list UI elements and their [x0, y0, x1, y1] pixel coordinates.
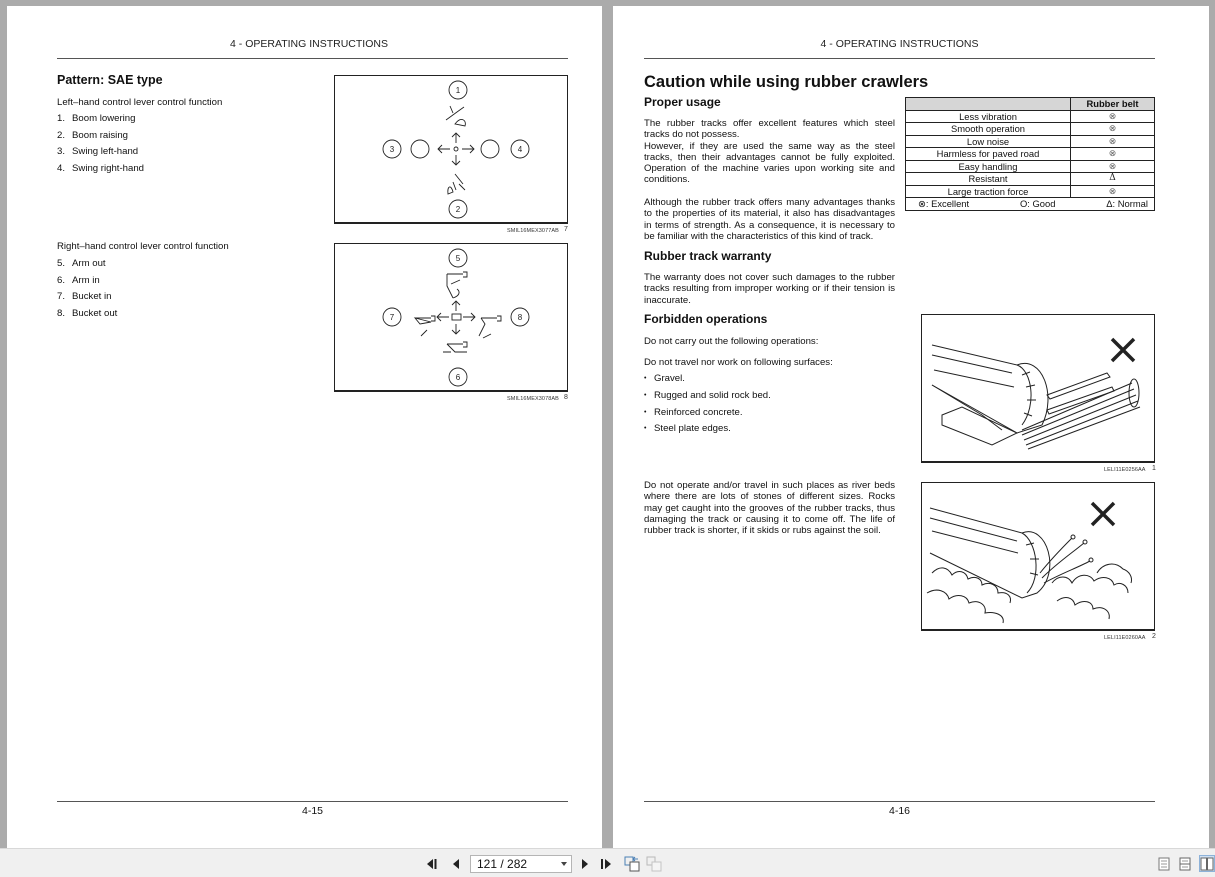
paragraph: Do not travel nor work on following surfaces:: [644, 357, 833, 368]
figure-number: 2: [1152, 633, 1156, 640]
table-row: Less vibration ⊗: [906, 110, 1155, 123]
surface-list: [644, 373, 771, 440]
dropdown-caret-icon: [561, 862, 567, 866]
page-4-16: [613, 6, 1209, 848]
section-heading: Pattern: SAE type: [57, 73, 163, 87]
list-item: 4. Swing right-hand: [57, 162, 144, 174]
legend-normal: Δ: Normal: [1106, 198, 1148, 210]
running-header: 4 - OPERATING INSTRUCTIONS: [230, 38, 388, 50]
lever-diagram-icon: [335, 76, 569, 225]
section-heading: Proper usage: [644, 95, 721, 109]
previous-view-button[interactable]: [624, 856, 640, 872]
page-number-select[interactable]: [470, 855, 572, 873]
running-header: 4 - OPERATING INSTRUCTIONS: [820, 38, 979, 50]
figure-code: LELI11E0260AA: [1104, 635, 1146, 641]
right-lever-diagram: [334, 243, 568, 392]
paragraph: The warranty does not cover such damages to the rubber tracks resulting from improper working or if their tension is inaccurate.: [644, 272, 895, 306]
figure-number: 1: [1152, 465, 1156, 472]
svg-text:7: 7: [389, 313, 395, 322]
first-page-icon: [426, 858, 440, 870]
table-row: Large traction force ⊗: [906, 185, 1155, 198]
rubber-belt-comparison-table: [905, 97, 1155, 211]
list-item: • Gravel.: [644, 373, 685, 384]
rubber-track-drawing-icon: [922, 315, 1156, 464]
svg-text:8: 8: [517, 313, 523, 322]
footer-rule: [644, 801, 1155, 802]
paragraph: Although the rubber track offers many advantages thanks to the properties of its material, it also has disadvantages in terms of strength. As a consequence, it is necessary to be familiar with the characteristics of this kind of track.: [644, 197, 895, 242]
paragraph: Do not operate and/or travel in such places as river beds where there are lots of stones of different sizes. Rocks may get caught into the grooves of the rubber tracks, thus damaging the track or causing it to come off. The life of rubber track is shorter, if it skids or rubs against the soil.: [644, 480, 895, 537]
table-row: Harmless for paved road ⊗: [906, 148, 1155, 161]
list-item: • Reinforced concrete.: [644, 406, 743, 418]
table-row: Low noise ⊗: [906, 135, 1155, 148]
list-item: 6. Arm in: [57, 274, 100, 286]
page-indicator: 121 / 282: [477, 857, 528, 871]
figure-code: SMIL16MEX3078AB: [507, 396, 559, 402]
list-item: 3. Swing left-hand: [57, 146, 139, 157]
paragraph: The rubber tracks offer excellent features which steel tracks do not possess. However, if they are used the same way as the steel tracks, then their advantages cannot be fully exploited. Operation of the machine varies upon working site and conditions.: [644, 118, 895, 186]
list-item: 1. Boom lowering: [57, 113, 136, 124]
list-item: • Steel plate edges.: [644, 423, 731, 435]
track-on-steel-illustration: [921, 314, 1155, 463]
list-item: 2. Boom raising: [57, 129, 128, 141]
navigation-toolbar: [0, 848, 1215, 877]
next-view-icon: [646, 856, 662, 872]
legend-good: O: Good: [1019, 198, 1056, 210]
table-row: Resistant Δ: [906, 173, 1155, 186]
right-lever-list: [57, 258, 117, 324]
footer-rule: [57, 801, 568, 802]
continuous-view-button[interactable]: [1178, 857, 1192, 871]
page-number: 4-16: [888, 805, 910, 817]
figure-number: 7: [564, 226, 568, 233]
paragraph: Do not carry out the following operations:: [644, 336, 819, 347]
previous-view-icon: [624, 856, 640, 872]
header-rule: [57, 58, 568, 59]
rubber-track-riverbed-icon: [922, 483, 1156, 632]
svg-text:5: 5: [455, 254, 461, 263]
svg-text:1: 1: [455, 86, 461, 95]
svg-text:3: 3: [389, 145, 395, 154]
header-rule: [644, 58, 1155, 59]
figure-number: 8: [564, 394, 568, 401]
svg-text:6: 6: [455, 373, 461, 382]
table-legend: [906, 198, 1155, 211]
previous-page-button[interactable]: [449, 857, 463, 871]
figure-code: LELI11E0256AA: [1104, 467, 1146, 473]
list-item: 7. Bucket in: [57, 291, 112, 302]
two-page-view-button[interactable]: [1199, 855, 1215, 872]
track-on-riverbed-illustration: [921, 482, 1155, 631]
first-page-button[interactable]: [426, 857, 440, 871]
continuous-page-icon: [1179, 857, 1191, 871]
single-page-icon: [1158, 857, 1170, 871]
section-heading: Rubber track warranty: [644, 249, 772, 263]
next-page-icon: [580, 858, 590, 870]
svg-text:4: 4: [517, 145, 523, 154]
section-heading: Forbidden operations: [644, 312, 768, 326]
previous-page-icon: [451, 858, 461, 870]
list-item: • Rugged and solid rock bed.: [644, 389, 771, 401]
table-row: Easy handling ⊗: [906, 160, 1155, 173]
right-lever-title: Right–hand control lever control function: [57, 241, 229, 252]
page-number: 4-15: [301, 805, 323, 817]
list-item: 8. Bucket out: [57, 307, 118, 319]
two-page-icon: [1200, 857, 1214, 871]
table-row: Smooth operation ⊗: [906, 123, 1155, 136]
last-page-icon: [599, 858, 613, 870]
svg-text:2: 2: [455, 205, 461, 214]
left-lever-diagram: [334, 75, 568, 224]
last-page-button[interactable]: [599, 857, 613, 871]
figure-code: SMIL16MEX3077AB: [507, 228, 559, 234]
page-title: Caution while using rubber crawlers: [644, 73, 929, 91]
table-header: Rubber belt: [906, 98, 1155, 111]
next-page-button[interactable]: [578, 857, 592, 871]
single-page-view-button[interactable]: [1157, 857, 1171, 871]
list-item: 5. Arm out: [57, 258, 106, 269]
left-lever-title: Left–hand control lever control function: [57, 97, 223, 108]
left-lever-list: [57, 113, 144, 179]
legend-excellent: ⊗: Excellent: [918, 198, 970, 210]
lever-diagram-icon: [335, 244, 569, 393]
next-view-button[interactable]: [646, 856, 662, 872]
page-4-15: [7, 6, 602, 848]
